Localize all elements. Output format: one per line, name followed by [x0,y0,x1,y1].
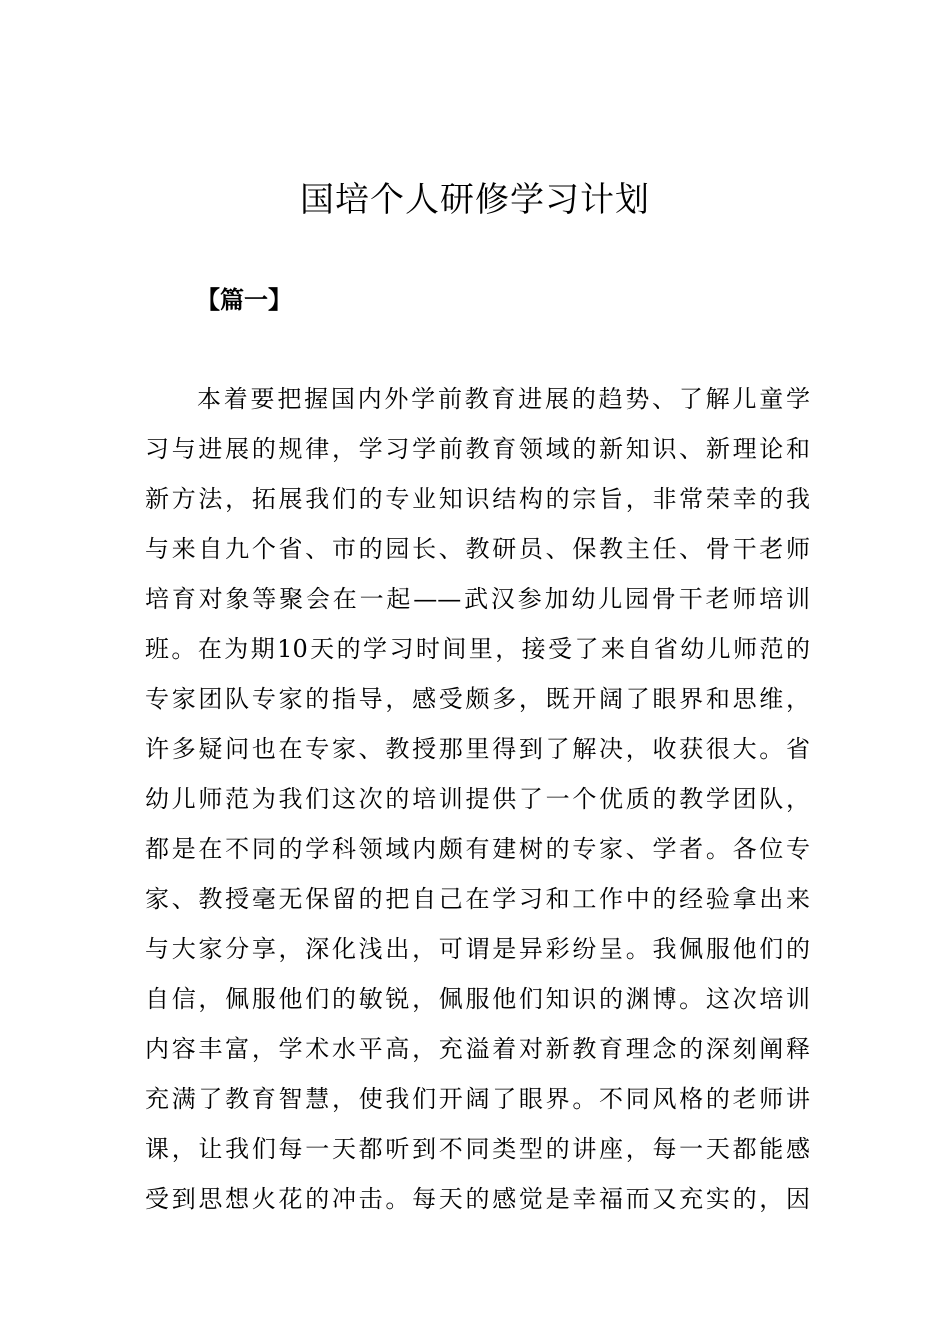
paragraph-line: 幼儿师范为我们这次的培训提供了一个优质的教学团队， [145,785,810,813]
paragraph-line: 受到思想火花的冲击。每天的感觉是幸福而又充实的，因 [145,1185,810,1213]
paragraph-line: 专家团队专家的指导，感受颇多，既开阔了眼界和思维， [145,685,810,713]
paragraph-line: 新方法，拓展我们的专业知识结构的宗旨，非常荣幸的我 [145,485,810,513]
paragraph-line: 许多疑问也在专家、教授那里得到了解决，收获很大。省 [145,735,810,763]
section-label: 【篇一】 [196,286,292,314]
paragraph-line: 与大家分享，深化浅出，可谓是异彩纷呈。我佩服他们的 [145,935,810,963]
paragraph-line: 与来自九个省、市的园长、教研员、保教主任、骨干老师 [145,535,810,563]
paragraph-line: 内容丰富，学术水平高，充溢着对新教育理念的深刻阐释 [145,1035,810,1063]
paragraph-line: 培育对象等聚会在一起——武汉参加幼儿园骨干老师培训 [145,585,810,613]
paragraph-line: 自信，佩服他们的敏锐，佩服他们知识的渊博。这次培训 [145,985,810,1013]
paragraph-line: 习与进展的规律，学习学前教育领域的新知识、新理论和 [145,435,810,463]
paragraph-line: 课，让我们每一天都听到不同类型的讲座，每一天都能感 [145,1135,810,1163]
paragraph-line: 都是在不同的学科领域内颇有建树的专家、学者。各位专 [145,835,810,863]
paragraph-line: 本着要把握国内外学前教育进展的趋势、了解儿童学 [197,385,810,413]
body-paragraph [145,374,810,1224]
paragraph-line: 充满了教育智慧，使我们开阔了眼界。不同风格的老师讲 [145,1085,810,1113]
paragraph-line: 班。在为期10天的学习时间里，接受了来自省幼儿师范的 [145,635,810,663]
paragraph-line: 家、教授毫无保留的把自己在学习和工作中的经验拿出来 [145,885,810,913]
document-title: 国培个人研修学习计划 [300,180,650,220]
